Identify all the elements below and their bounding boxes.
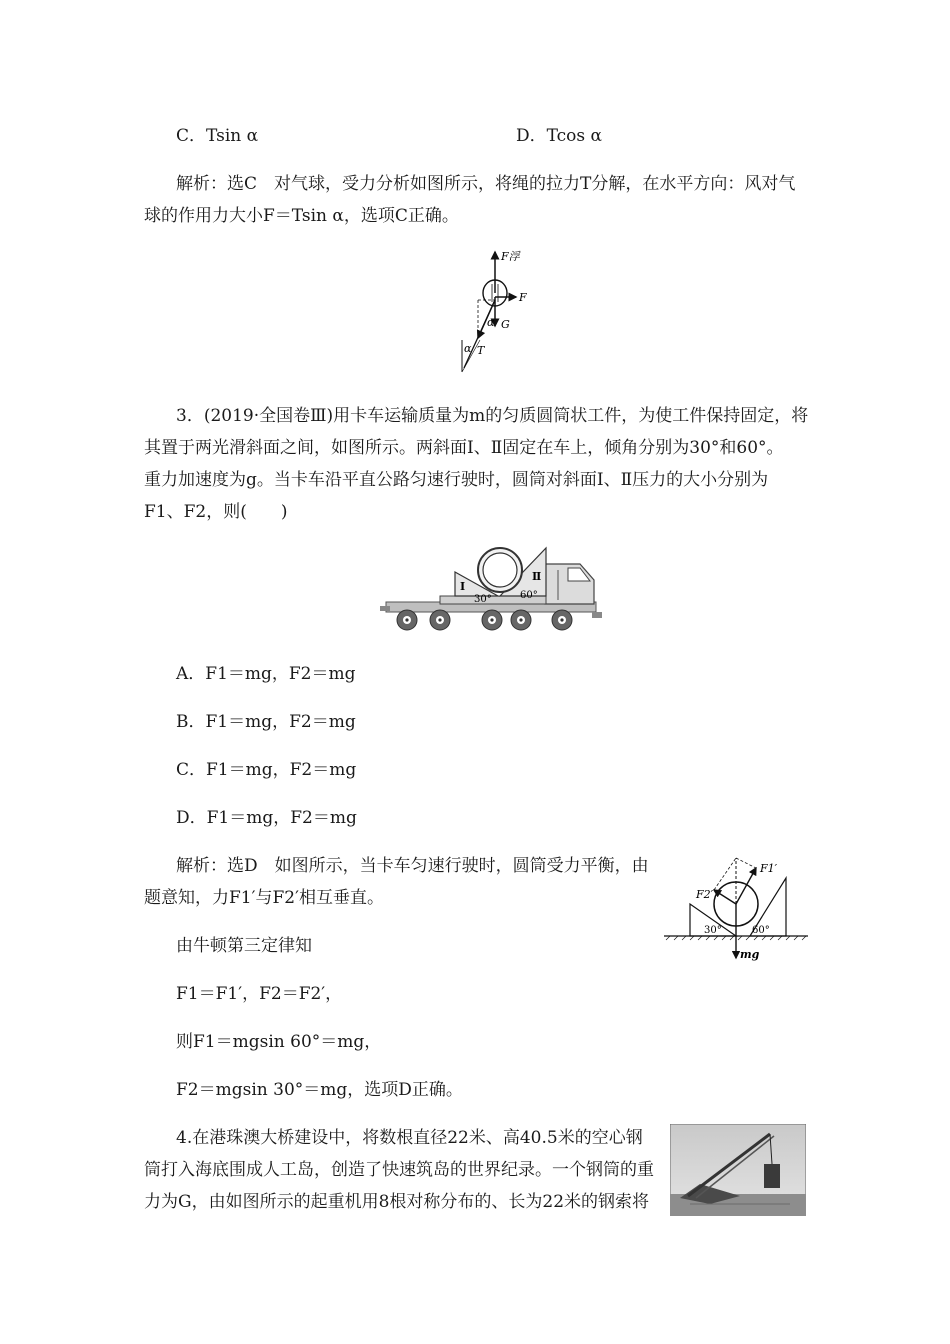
q3-option-a: A．F1＝mg，F2＝mg — [176, 664, 356, 684]
q3-stem-line-4: F1、F2，则( ) — [144, 502, 288, 522]
q3-option-d: D．F1＝mg，F2＝mg — [176, 808, 357, 828]
balloon-force-diagram — [440, 248, 540, 376]
label-f2-prime: F2′ — [696, 888, 714, 901]
q3-solution-line-2: 题意知，力F1′与F2′相互垂直。 — [144, 888, 384, 908]
q2-solution-line-1: 解析：选C 对气球，受力分析如图所示，将绳的拉力T分解，在水平方向：风对气 — [176, 174, 796, 194]
crane-photo — [670, 1124, 806, 1216]
truck-label-ii: Ⅱ — [532, 570, 542, 583]
truck-angle-60: 60° — [520, 590, 538, 601]
truck-angle-30: 30° — [474, 594, 492, 605]
q3-option-b: B．F1＝mg，F2＝mg — [176, 712, 356, 732]
option-c: C．Tsin α — [176, 126, 259, 146]
label-f1-prime: F1′ — [760, 862, 778, 875]
q4-line-1: 4.在港珠澳大桥建设中，将数根直径22米、高40.5米的空心钢 — [176, 1128, 643, 1148]
truck-label-i: Ⅰ — [460, 580, 466, 593]
label-alpha-bottom: α — [464, 342, 472, 355]
label-mg: mg — [740, 948, 760, 961]
truck-wheels — [397, 610, 572, 630]
cylinder-inner — [483, 553, 517, 587]
q3-stem-line-3: 重力加速度为g。当卡车沿平直公路匀速行驶时，圆筒对斜面Ⅰ、Ⅱ压力的大小分别为 — [144, 470, 769, 490]
q3-stem-line-1: 3．(2019·全国卷Ⅲ)用卡车运输质量为m的匀质圆筒状工件，为使工件保持固定，将 — [176, 406, 809, 426]
q2-solution-line-2: 球的作用力大小F＝Tsin α，选项C正确。 — [144, 206, 459, 226]
q3-solution-line-3: 由牛顿第三定律知 — [176, 936, 312, 956]
label-t: T — [477, 344, 485, 357]
q3-solution-line-5: 则F1＝mgsin 60°＝mg， — [176, 1032, 382, 1052]
q4-line-2: 筒打入海底围成人工岛，创造了快速筑岛的世界纪录。一个钢筒的重 — [144, 1160, 654, 1180]
label-alpha-top: α — [487, 316, 495, 329]
q3-option-c: C．F1＝mg，F2＝mg — [176, 760, 357, 780]
label-60: 60° — [752, 925, 770, 936]
q3-stem-line-2: 其置于两光滑斜面之间，如图所示。两斜面Ⅰ、Ⅱ固定在车上，倾角分别为30°和60°。 — [144, 438, 784, 458]
q4-line-3: 力为G，由如图所示的起重机用8根对称分布的、长为22米的钢索将 — [144, 1192, 650, 1212]
label-30: 30° — [704, 925, 722, 936]
q3-solution-line-1: 解析：选D 如图所示，当卡车匀速行驶时，圆筒受力平衡，由 — [176, 856, 649, 876]
option-d: D．Tcos α — [516, 126, 603, 146]
label-f: F — [519, 291, 527, 304]
label-g: G — [501, 318, 510, 331]
label-f-buoy: F浮 — [501, 250, 520, 263]
truck-figure — [380, 540, 605, 636]
cylinder-force-diagram — [662, 852, 812, 964]
q3-solution-line-6: F2＝mgsin 30°＝mg，选项D正确。 — [176, 1080, 463, 1100]
q3-solution-line-4: F1＝F1′，F2＝F2′， — [176, 984, 343, 1004]
